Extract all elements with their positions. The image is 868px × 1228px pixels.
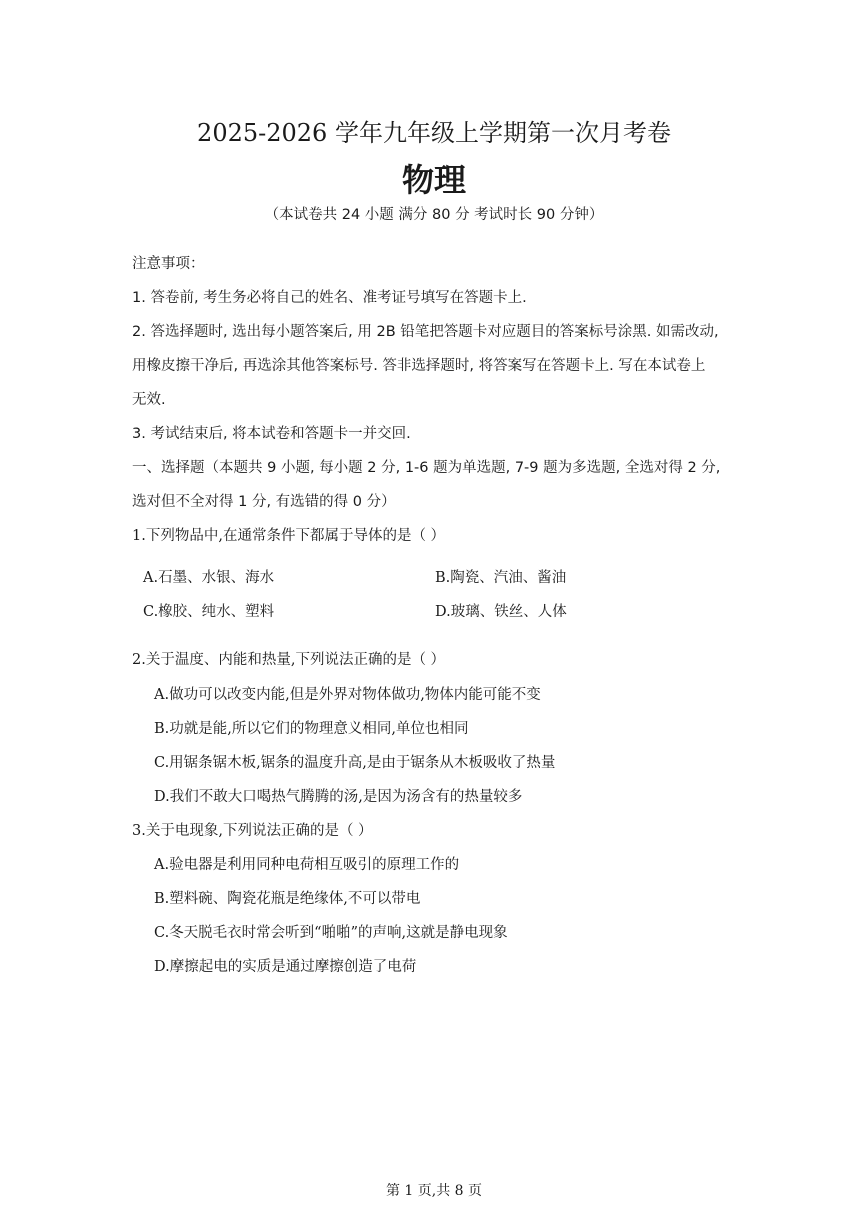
question-3-option-a: A.验电器是利用同种电荷相互吸引的原理工作的 <box>154 857 460 873</box>
section-heading-line1: 一、选择题（本题共 9 小题, 每小题 2 分, 1-6 题为单选题, 7-9 题为多选题, 全选对得 2 分, <box>132 460 721 476</box>
notes-item-2: 2. 答选择题时, 选出每小题答案后, 用 2B 铅笔把答题卡对应题目的答案标号涂黑. 如需改动, <box>132 324 719 340</box>
notes-item-2-cont: 用橡皮擦干净后, 再选涂其他答案标号. 答非选择题时, 将答案写在答题卡上. 写在本试卷上 <box>132 358 706 374</box>
question-3-option-b: B.塑料碗、陶瓷花瓶是绝缘体,不可以带电 <box>154 891 421 907</box>
question-2-option-a: A.做功可以改变内能,但是外界对物体做功,物体内能可能不变 <box>154 687 541 703</box>
question-1-option-d: D.玻璃、铁丝、人体 <box>435 604 567 620</box>
subject-title: 物理 <box>401 161 466 199</box>
question-1-option-c: C.橡胶、纯水、塑料 <box>143 604 275 620</box>
question-2-option-b: B.功就是能,所以它们的物理意义相同,单位也相同 <box>154 721 469 737</box>
notes-item-1: 1. 答卷前, 考生务必将自己的姓名、准考证号填写在答题卡上. <box>132 290 527 306</box>
question-3-option-c: C.冬天脱毛衣时常会听到“啪啪”的声响,这就是静电现象 <box>154 925 508 941</box>
page-footer: 第 1 页,共 8 页 <box>385 1183 483 1199</box>
question-2-option-c: C.用锯条锯木板,锯条的温度升高,是由于锯条从木板吸收了热量 <box>154 755 556 771</box>
notes-item-3: 3. 考试结束后, 将本试卷和答题卡一并交回. <box>132 426 411 442</box>
question-3-stem: 3.关于电现象,下列说法正确的是（ ） <box>132 823 373 839</box>
question-2-stem: 2.关于温度、内能和热量,下列说法正确的是（ ） <box>132 652 446 668</box>
notes-heading: 注意事项： <box>132 256 205 272</box>
section-heading-line2: 选对但不全对得 1 分, 有选错的得 0 分） <box>132 494 396 510</box>
question-1-option-a: A.石墨、水银、海水 <box>143 570 275 586</box>
exam-meta: （本试卷共 24 小题 满分 80 分 考试时长 90 分钟） <box>264 207 604 223</box>
question-2-option-d: D.我们不敢大口喝热气腾腾的汤,是因为汤含有的热量较多 <box>154 789 523 805</box>
exam-title: 2025-2026 学年九年级上学期第一次月考卷 <box>197 119 671 147</box>
notes-item-2-end: 无效. <box>132 392 166 408</box>
question-3-option-d: D.摩擦起电的实质是通过摩擦创造了电荷 <box>154 959 417 975</box>
question-1-stem: 1.下列物品中,在通常条件下都属于导体的是（ ） <box>132 528 446 544</box>
question-1-option-b: B.陶瓷、汽油、酱油 <box>435 570 567 586</box>
